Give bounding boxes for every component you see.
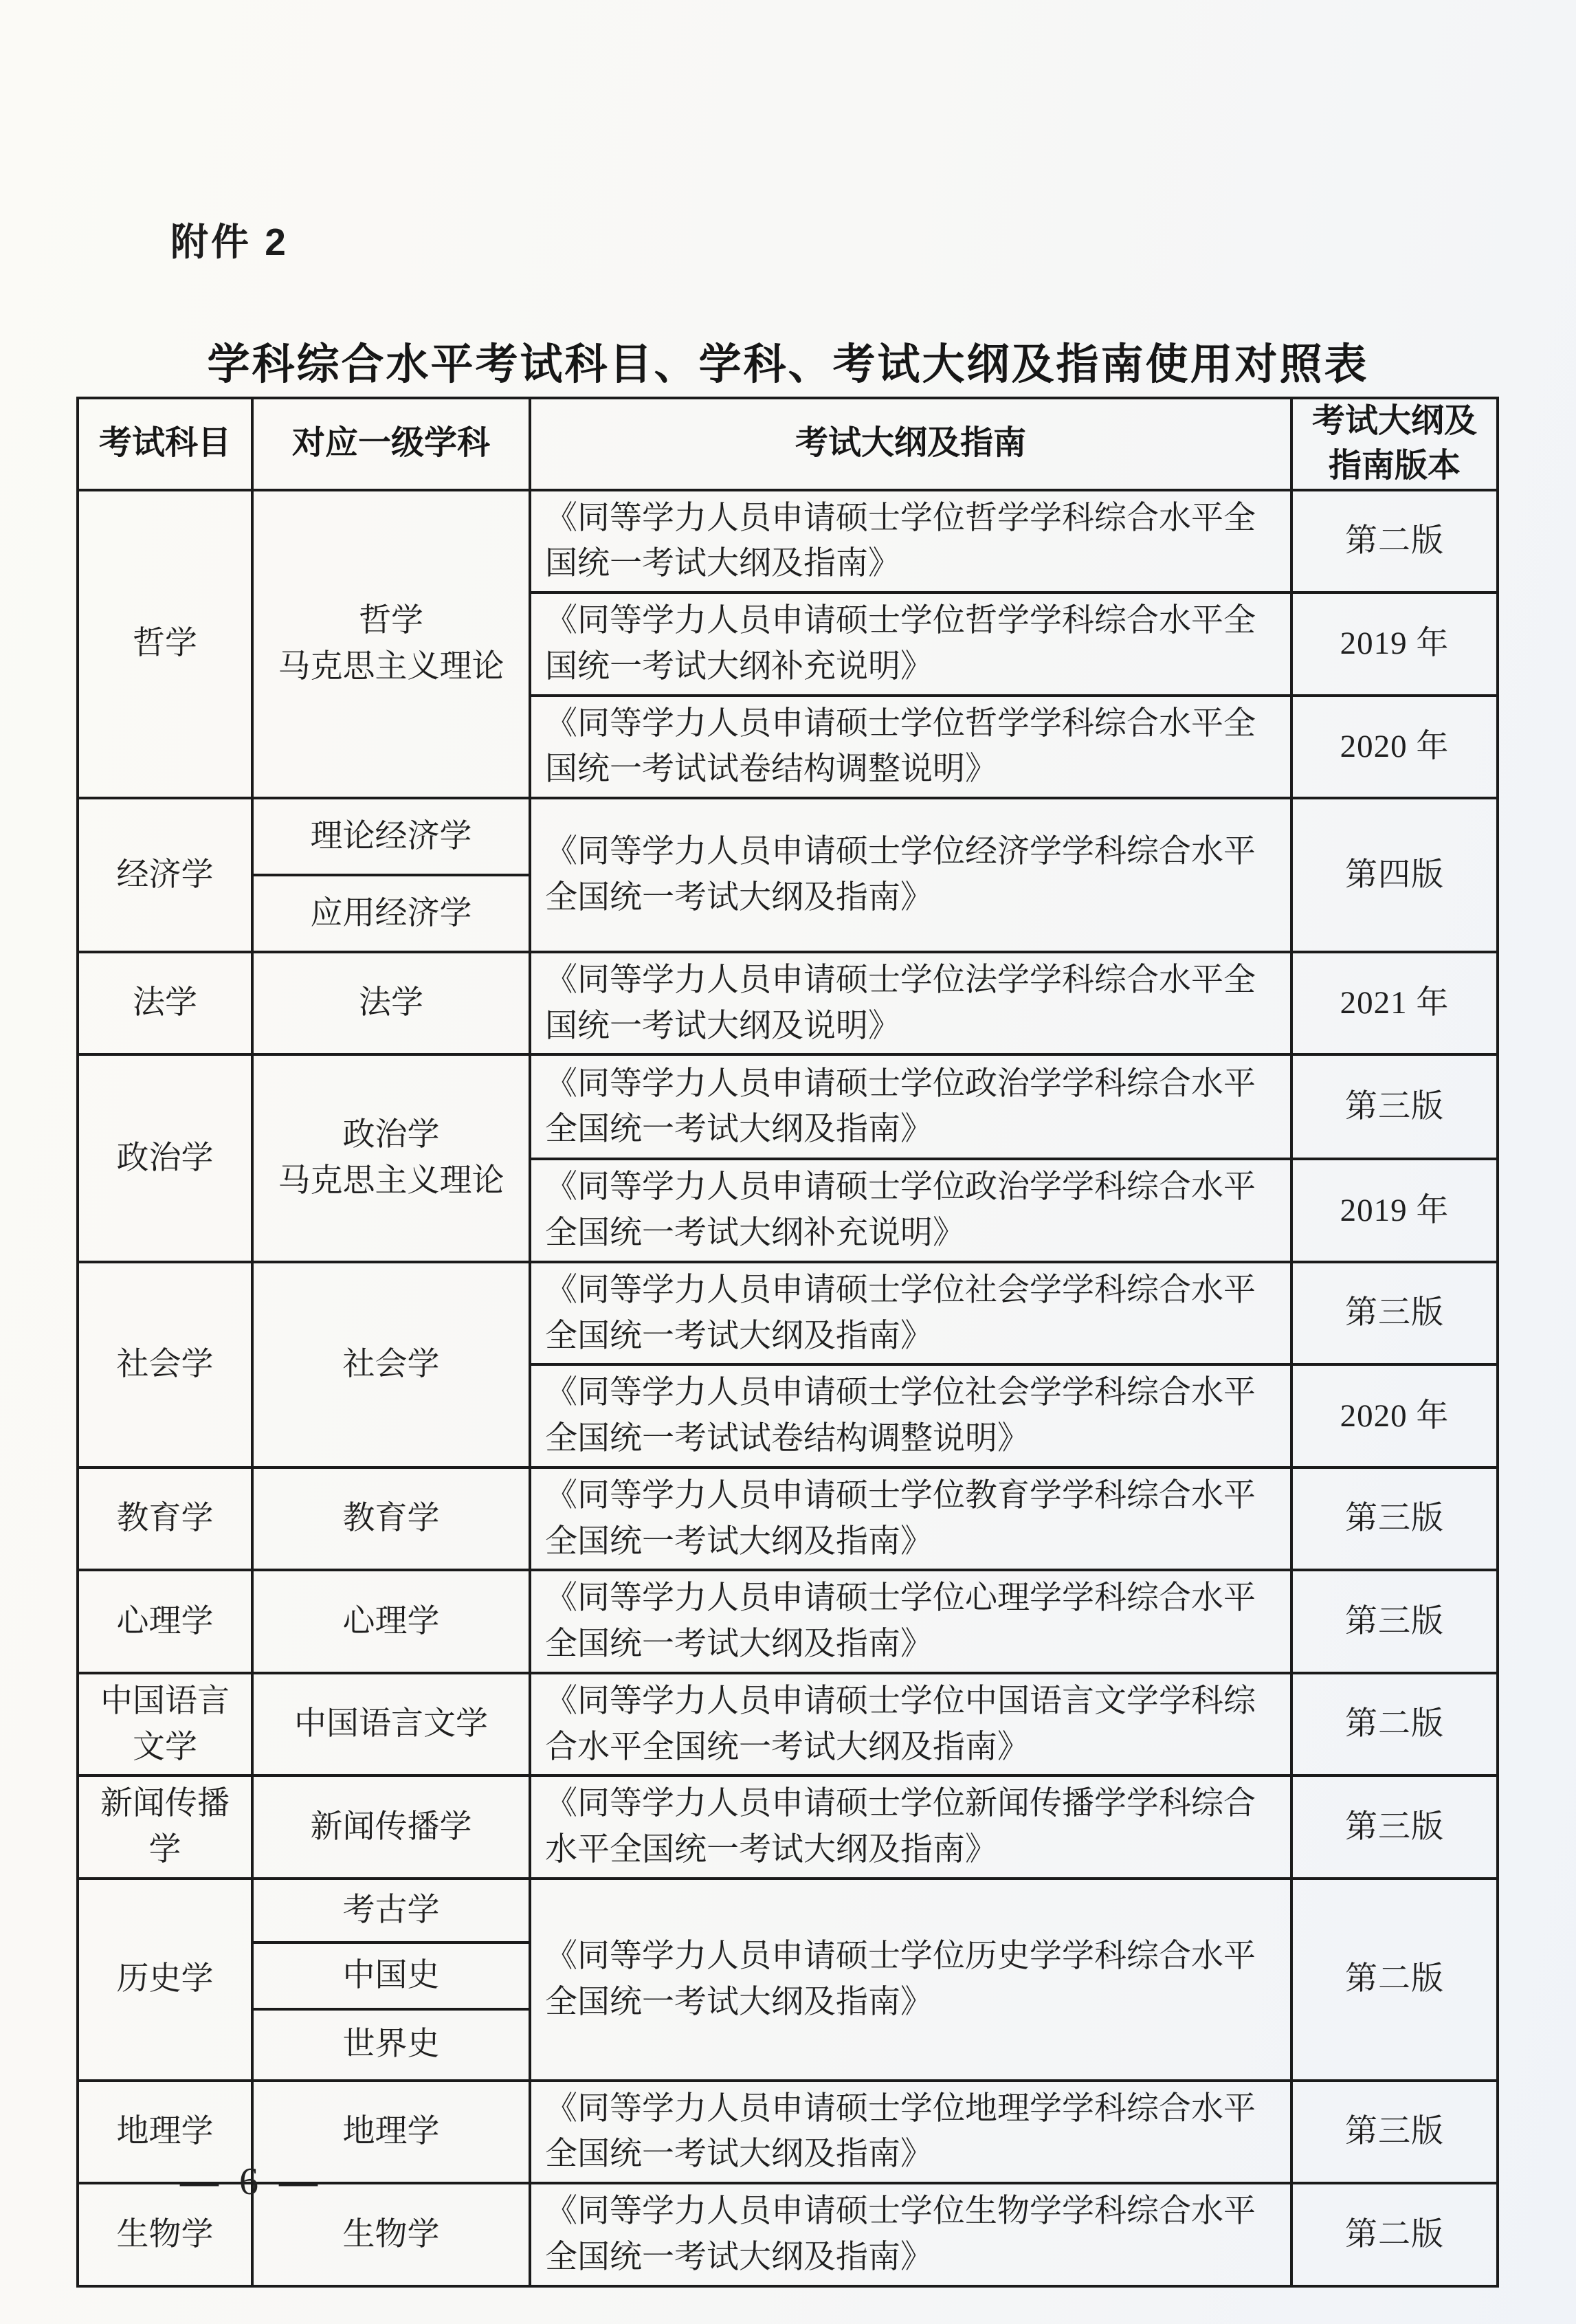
subject-cell: 生物学 [78, 2183, 252, 2286]
guide-cell: 《同等学力人员申请硕士学位心理学学科综合水平全国统一考试大纲及指南》 [530, 1570, 1291, 1672]
page-number: — 6 — [180, 2160, 323, 2203]
table-header-row [78, 398, 1498, 490]
attachment-label: 附件 2 [170, 221, 289, 263]
discipline-cell: 考古学 [252, 1879, 530, 1943]
header-guide: 考试大纲及指南 [530, 398, 1291, 490]
discipline-line: 马克思主义理论 [278, 648, 504, 685]
discipline-cell: 中国语言文学 [252, 1673, 530, 1775]
version-cell: 第二版 [1291, 2183, 1498, 2286]
version-cell: 第二版 [1291, 490, 1498, 593]
subject-cell: 历史学 [78, 1879, 252, 2081]
header-discipline: 对应一级学科 [252, 398, 530, 490]
version-cell: 第二版 [1291, 1673, 1498, 1775]
subject-cell: 教育学 [78, 1468, 252, 1570]
table-row [78, 490, 1498, 593]
version-cell: 第二版 [1291, 1879, 1498, 2081]
version-cell: 2019 年 [1291, 1159, 1498, 1261]
table-row [78, 1468, 1498, 1570]
guide-cell: 《同等学力人员申请硕士学位历史学学科综合水平全国统一考试大纲及指南》 [530, 1879, 1291, 2081]
guide-cell: 《同等学力人员申请硕士学位社会学学科综合水平全国统一考试试卷结构调整说明》 [530, 1364, 1291, 1467]
header-version-line2: 指南版本 [1328, 447, 1461, 484]
table-row [78, 798, 1498, 875]
subject-cell: 法学 [78, 952, 252, 1054]
discipline-cell: 地理学 [252, 2081, 530, 2183]
subject-cell: 地理学 [78, 2081, 252, 2183]
discipline-cell: 应用经济学 [252, 875, 530, 952]
table-row [78, 952, 1498, 1054]
guide-cell: 《同等学力人员申请硕士学位地理学学科综合水平全国统一考试大纲及指南》 [530, 2081, 1291, 2183]
guide-cell: 《同等学力人员申请硕士学位法学学科综合水平全国统一考试大纲及说明》 [530, 952, 1291, 1054]
comparison-table [76, 397, 1499, 2288]
discipline-line: 哲学 [359, 603, 423, 639]
version-cell: 2020 年 [1291, 1364, 1498, 1467]
page-title: 学科综合水平考试科目、学科、考试大纲及指南使用对照表 [207, 341, 1369, 388]
guide-cell: 《同等学力人员申请硕士学位哲学学科综合水平全国统一考试大纲及指南》 [530, 490, 1291, 593]
version-cell: 第三版 [1291, 1262, 1498, 1364]
subject-cell: 经济学 [78, 798, 252, 952]
guide-cell: 《同等学力人员申请硕士学位政治学学科综合水平全国统一考试大纲补充说明》 [530, 1159, 1291, 1261]
discipline-line: 马克思主义理论 [278, 1163, 504, 1199]
guide-cell: 《同等学力人员申请硕士学位社会学学科综合水平全国统一考试大纲及指南》 [530, 1262, 1291, 1364]
subject-cell: 新闻传播学 [78, 1775, 252, 1878]
subject-cell: 政治学 [78, 1054, 252, 1261]
subject-cell: 中国语言文学 [78, 1673, 252, 1775]
discipline-cell [252, 1054, 530, 1261]
guide-cell: 《同等学力人员申请硕士学位哲学学科综合水平全国统一考试大纲补充说明》 [530, 593, 1291, 695]
discipline-cell: 教育学 [252, 1468, 530, 1570]
version-cell: 第四版 [1291, 798, 1498, 952]
version-cell: 第三版 [1291, 1775, 1498, 1878]
table-row [78, 1054, 1498, 1159]
guide-cell: 《同等学力人员申请硕士学位政治学学科综合水平全国统一考试大纲及指南》 [530, 1054, 1291, 1159]
version-cell: 第三版 [1291, 1054, 1498, 1159]
version-cell: 2020 年 [1291, 696, 1498, 798]
version-cell: 第三版 [1291, 1468, 1498, 1570]
table-row [78, 1775, 1498, 1878]
header-exam-subject: 考试科目 [78, 398, 252, 490]
version-cell: 第三版 [1291, 2081, 1498, 2183]
discipline-cell: 新闻传播学 [252, 1775, 530, 1878]
guide-cell: 《同等学力人员申请硕士学位经济学学科综合水平全国统一考试大纲及指南》 [530, 798, 1291, 952]
subject-cell: 哲学 [78, 490, 252, 798]
table-row [78, 1673, 1498, 1775]
guide-cell: 《同等学力人员申请硕士学位生物学学科综合水平全国统一考试大纲及指南》 [530, 2183, 1291, 2286]
discipline-cell: 理论经济学 [252, 798, 530, 875]
discipline-cell: 世界史 [252, 2009, 530, 2081]
version-cell: 2019 年 [1291, 593, 1498, 695]
subject-cell: 社会学 [78, 1262, 252, 1468]
version-cell: 2021 年 [1291, 952, 1498, 1054]
table-row [78, 1879, 1498, 1943]
discipline-line: 政治学 [342, 1117, 440, 1153]
guide-cell: 《同等学力人员申请硕士学位新闻传播学学科综合水平全国统一考试大纲及指南》 [530, 1775, 1291, 1878]
discipline-cell: 心理学 [252, 1570, 530, 1672]
guide-cell: 《同等学力人员申请硕士学位中国语言文学学科综合水平全国统一考试大纲及指南》 [530, 1673, 1291, 1775]
discipline-cell [252, 490, 530, 798]
discipline-cell: 中国史 [252, 1943, 530, 2009]
table-row [78, 1570, 1498, 1672]
guide-cell: 《同等学力人员申请硕士学位教育学学科综合水平全国统一考试大纲及指南》 [530, 1468, 1291, 1570]
header-version [1291, 398, 1498, 490]
table-row [78, 1262, 1498, 1364]
discipline-cell: 社会学 [252, 1262, 530, 1468]
header-version-line1: 考试大纲及 [1311, 403, 1477, 439]
version-cell: 第三版 [1291, 1570, 1498, 1672]
discipline-cell: 生物学 [252, 2183, 530, 2286]
guide-cell: 《同等学力人员申请硕士学位哲学学科综合水平全国统一考试试卷结构调整说明》 [530, 696, 1291, 798]
subject-cell: 心理学 [78, 1570, 252, 1672]
discipline-cell: 法学 [252, 952, 530, 1054]
